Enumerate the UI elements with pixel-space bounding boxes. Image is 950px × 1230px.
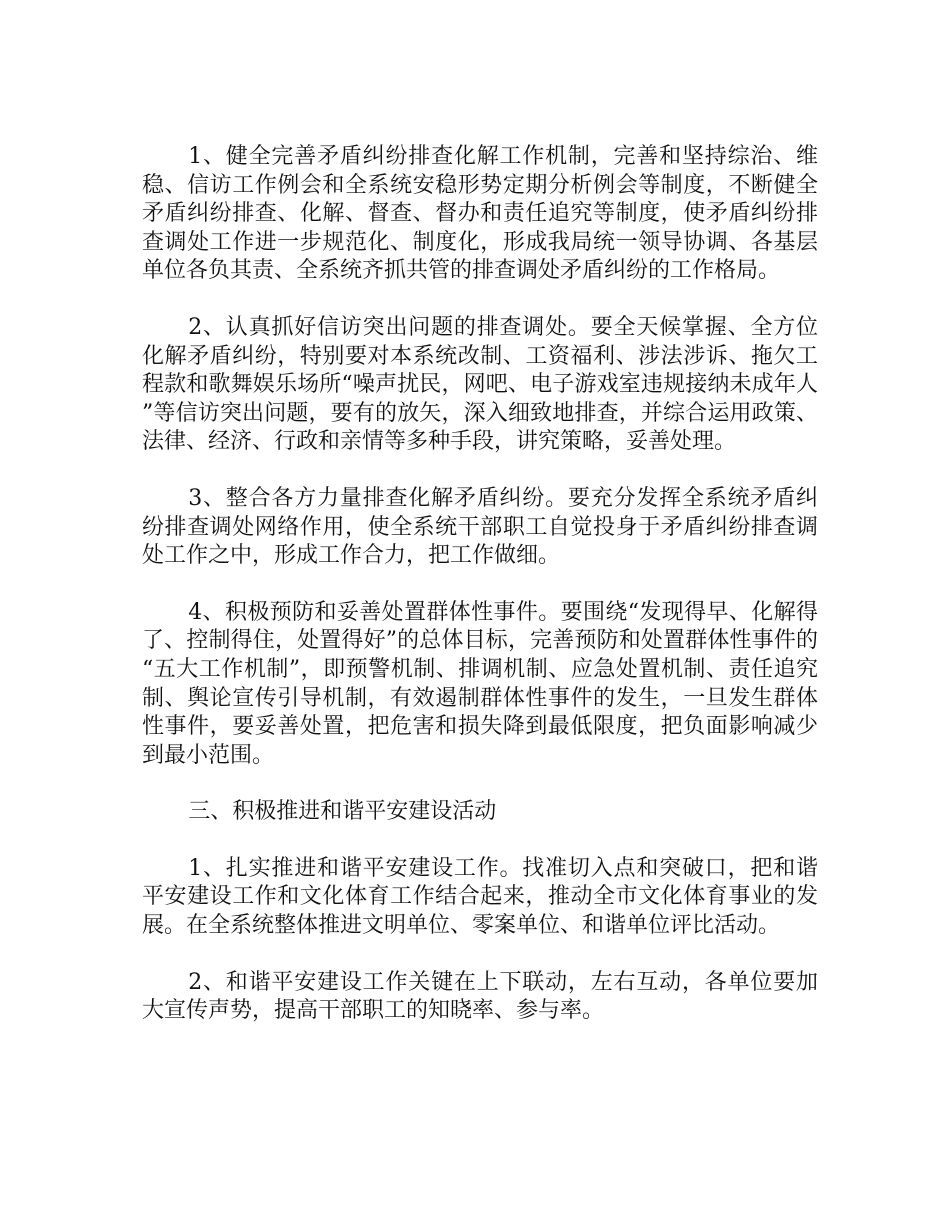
paragraph-1: 1、健全完善矛盾纠纷排查化解工作机制，完善和坚持综治、维稳、信访工作例会和全系统安稳形势定期分析例会等制度，不断健全矛盾纠纷排查、化解、督查、督办和责任追究等制度，使矛盾纠纷排查调处工作进一步规范化、制度化，形成我局统一领导协调、各基层单位各负其责、全系统齐抓共管的排查调处矛盾纠纷的工作格局。 [142, 144, 818, 284]
paragraph-5: 1、扎实推进和谐平安建设工作。找准切入点和突破口，把和谐平安建设工作和文化体育工作结合起来，推动全市文化体育事业的发展。在全系统整体推进文明单位、零案单位、和谐单位评比活动。 [142, 855, 818, 939]
paragraph-6: 2、和谐平安建设工作关键在上下联动，左右互动，各单位要加大宣传声势，提高干部职工的知晓率、参与率。 [142, 969, 818, 1024]
section-heading-3: 三、积极推进和谐平安建设活动 [188, 799, 497, 825]
paragraph-4: 4、积极预防和妥善处置群体性事件。要围绕“发现得早、化解得了、控制得住，处置得好”的总体目标，完善预防和处置群体性事件的“五大工作机制”，即预警机制、排调机制、应急处置机制、责任追究制、舆论宣传引导机制，有效遏制群体性事件的发生，一旦发生群体性事件，要妥善处置，把危害和损失降到最低限度，把负面影响减少到最小范围。 [142, 599, 818, 768]
paragraph-3: 3、整合各方力量排查化解矛盾纠纷。要充分发挥全系统矛盾纠纷排查调处网络作用，使全系统干部职工自觉投身于矛盾纠纷排查调处工作之中，形成工作合力，把工作做细。 [142, 485, 818, 569]
document-body [142, 143, 818, 1054]
paragraph-2: 2、认真抓好信访突出问题的排查调处。要全天候掌握、全方位化解矛盾纠纷，特别要对本系统改制、工资福利、涉法涉诉、拖欠工程款和歌舞娱乐场所“噪声扰民，网吧、电子游戏室违规接纳未成年人”等信访突出问题，要有的放矢，深入细致地排查，并综合运用政策、法律、经济、行政和亲情等多种手段，讲究策略，妥善处理。 [142, 314, 818, 455]
